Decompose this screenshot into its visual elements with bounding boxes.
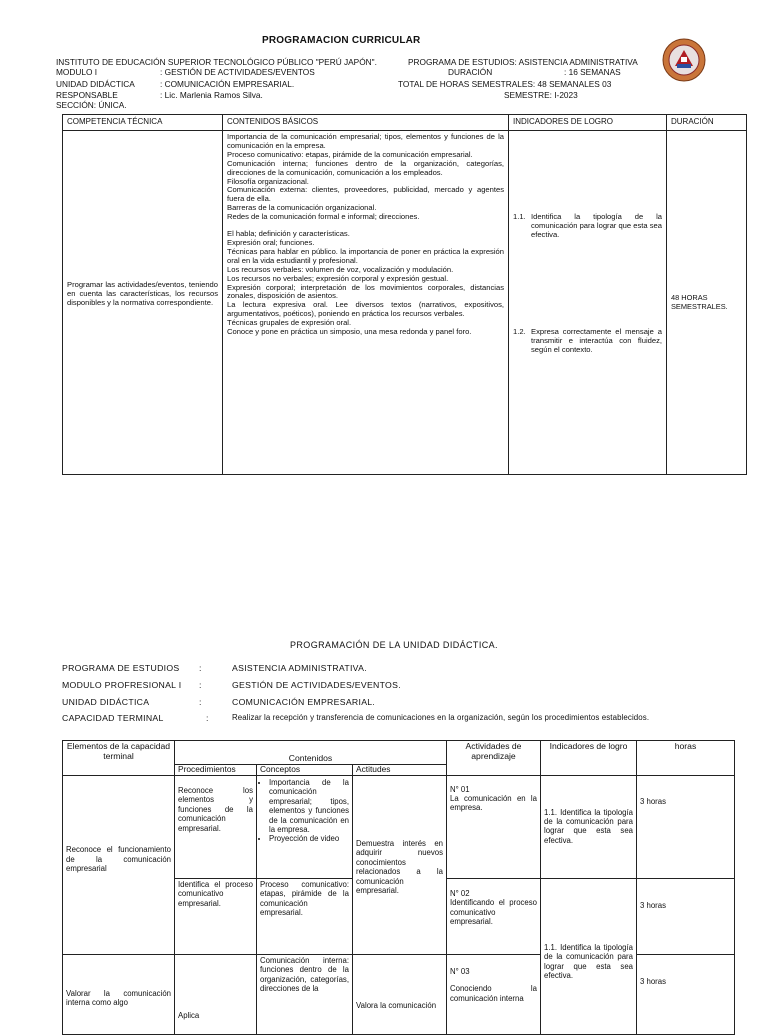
indicadores-cell bbox=[509, 131, 667, 475]
actividad-1-text: La comunicación en la empresa. bbox=[450, 793, 537, 813]
unit-row-value: COMUNICACIÓN EMPRESARIAL. bbox=[232, 697, 376, 707]
unit-row-label: UNIDAD DIDÁCTICA bbox=[62, 697, 150, 707]
header-module-value: : GESTIÓN DE ACTIVIDADES/EVENTOS bbox=[160, 67, 315, 77]
header-section: SECCIÓN: ÚNICA. bbox=[56, 100, 127, 110]
indicador-2-num: 1.2. bbox=[513, 327, 526, 336]
col-horas: horas bbox=[637, 741, 735, 776]
actividad-2-text: Identificando el proceso comunicativo empresarial. bbox=[450, 898, 537, 927]
indicador-1-num: 1.1. bbox=[513, 212, 526, 221]
competencia-cell: Programar las actividades/eventos, teniendo en cuenta las características, los recursos disponibles y la normativa correspondiente. bbox=[63, 131, 223, 475]
unit-row-value: ASISTENCIA ADMINISTRATIVA. bbox=[232, 663, 367, 673]
header-resp-value: : Lic. Marlenia Ramos Silva. bbox=[160, 90, 263, 100]
header-institute: INSTITUTO DE EDUCACIÓN SUPERIOR TECNOLÓGICO PÚBLICO "PERÚ JAPÓN". bbox=[56, 57, 377, 67]
unit-row-value: Realizar la recepción y transferencia de comunicaciones en la organización, según los procedimientos establecidos. bbox=[232, 713, 650, 722]
contenido-item: El habla; definición y características. bbox=[227, 229, 350, 239]
duracion-cell: 48 HORAS SEMESTRALES. bbox=[667, 131, 747, 475]
contenidos-cell bbox=[223, 131, 509, 475]
indicador-1-text: Identifica la tipología de la comunicación para lograr que esta sea efectiva. bbox=[531, 212, 662, 239]
contenido-item: Técnicas para hablar en público. la importancia de poner en práctica la expresión oral en la vida estudiantil y profesional. bbox=[227, 246, 504, 265]
header-semester: SEMESTRE: I-2023 bbox=[504, 90, 578, 100]
actividad-2-num: N° 02 bbox=[450, 889, 470, 898]
indicador-2 bbox=[513, 328, 662, 355]
actividad-2 bbox=[447, 879, 541, 955]
header-duration-label: DURACIÓN bbox=[448, 67, 493, 77]
actividad-3-text: Conociendo la comunicación interna bbox=[450, 984, 537, 1003]
sub-conceptos: Conceptos bbox=[257, 765, 353, 776]
elemento-1: Reconoce el funcionamiento de la comunicación empresarial bbox=[63, 765, 175, 955]
header-total-hours: TOTAL DE HORAS SEMESTRALES: 48 SEMANALES 03 bbox=[398, 79, 612, 89]
unit-row-sep: : bbox=[206, 713, 209, 723]
unit-row-label: CAPACIDAD TERMINAL bbox=[62, 713, 164, 723]
concepto-2: Proceso comunicativo: etapas, pirámide de la comunicación empresarial. bbox=[257, 879, 353, 955]
contenido-item: Expresión corporal; interpretación de los movimientos corporales, distancias zonales, disposición de asientos. bbox=[227, 282, 504, 301]
actitud-3: Valora la comunicación bbox=[353, 955, 447, 1035]
concepto-1 bbox=[257, 776, 353, 879]
contenido-item: La lectura expresiva oral. Lee diversos textos (narrativos, expositivos, argumentativos, poéticos), poniendo en práctica los recursos verbales. bbox=[227, 300, 504, 319]
col-indicadores: INDICADORES DE LOGRO bbox=[509, 115, 667, 131]
col-indicadores: Indicadores de logro bbox=[541, 741, 637, 776]
col-duracion: DURACIÓN bbox=[667, 115, 747, 131]
procedimiento-2: Identifica el proceso comunicativo empresarial. bbox=[175, 879, 257, 955]
col-elementos: Elementos de la capacidad terminal bbox=[63, 741, 175, 776]
header-resp-label: RESPONSABLE bbox=[56, 90, 118, 100]
horas-2: 3 horas bbox=[637, 879, 735, 955]
actividad-3 bbox=[447, 955, 541, 1035]
actitud-1: Demuestra interés en adquirir nuevos conocimientos relacionados a la comunicación empresarial. bbox=[353, 776, 447, 955]
contenido-item: Los recursos verbales: volumen de voz, vocalización y modulación. bbox=[227, 264, 454, 274]
institute-logo-icon bbox=[662, 38, 706, 82]
unit-row-label: PROGRAMA DE ESTUDIOS bbox=[62, 663, 180, 673]
contenido-item: Filosofía organizacional. bbox=[227, 176, 309, 186]
unit-title: PROGRAMACIÓN DE LA UNIDAD DIDÁCTICA. bbox=[290, 640, 498, 650]
contenido-item: Proceso comunicativo: etapas, pirámide de la comunicación empresarial. bbox=[227, 149, 473, 159]
col-contenidos: Contenidos bbox=[175, 741, 447, 765]
unit-row-sep: : bbox=[199, 697, 202, 707]
concepto-1-item: • Importancia de la comunicación empresarial; tipos, elementos y funciones de la comunicación en la empresa. bbox=[269, 778, 349, 834]
sub-actitudes: Actitudes bbox=[353, 765, 447, 776]
contenido-item: Técnicas grupales de expresión oral. bbox=[227, 318, 352, 328]
indicador-2-text: Expresa correctamente el mensaje a transmitir e interactúa con fluidez, según el contexto. bbox=[531, 327, 662, 354]
contenido-item: Redes de la comunicación formal e informal; direcciones. bbox=[227, 212, 420, 222]
curricular-table bbox=[62, 114, 747, 475]
header-module-label: MODULO I bbox=[56, 67, 98, 77]
indicador-1 bbox=[513, 213, 662, 240]
indicador-row-1: 1.1. Identifica la tipología de la comunicación para lograr que esta sea efectiva. bbox=[541, 765, 637, 879]
unit-row-sep: : bbox=[199, 680, 202, 690]
horas-3: 3 horas bbox=[637, 955, 735, 1035]
header-program: PROGRAMA DE ESTUDIOS: ASISTENCIA ADMINISTRATIVA bbox=[408, 57, 638, 67]
actividad-1-num: N° 01 bbox=[450, 784, 470, 794]
contenido-item: Barreras de la comunicación organizacional. bbox=[227, 203, 377, 213]
contenido-item: Comunicación externa: clientes, proveedores, publicidad, mercado y agentes fuera de ella. bbox=[227, 185, 504, 204]
col-contenidos: CONTENIDOS BÁSICOS bbox=[223, 115, 509, 131]
contenido-item: Importancia de la comunicación empresarial; tipos, elementos y funciones de la comunicación en la empresa. bbox=[227, 132, 504, 150]
header-duration-value: : 16 SEMANAS bbox=[564, 67, 621, 77]
procedimiento-1: Reconoce los elementos y funciones de la comunicación empresarial. bbox=[175, 776, 257, 879]
contenido-item: Expresión oral; funciones. bbox=[227, 237, 315, 247]
unit-row-label: MODULO PROFRESIONAL I bbox=[62, 680, 182, 690]
unit-row-sep: : bbox=[199, 663, 202, 673]
procedimiento-3: Aplica bbox=[175, 955, 257, 1035]
page-title: PROGRAMACION CURRICULAR bbox=[262, 35, 421, 46]
actividad-1 bbox=[447, 765, 541, 879]
indicador-row-2: 1.1. Identifica la tipología de la comunicación para lograr que esta sea efectiva. bbox=[541, 879, 637, 1035]
sub-procedimientos: Procedimientos bbox=[175, 765, 257, 776]
contenido-item: Los recursos no verbales; expresión corporal y expresión gestual. bbox=[227, 273, 449, 283]
unit-table-body bbox=[62, 764, 735, 1035]
contenido-item: Conoce y pone en práctica un simposio, una mesa redonda y panel foro. bbox=[227, 327, 472, 337]
actividad-3-num: N° 03 bbox=[450, 967, 470, 976]
concepto-3: Comunicación interna: funciones dentro de la organización, categorías, direcciones de la bbox=[257, 955, 353, 1035]
concepto-1-item: • Proyección de video bbox=[269, 834, 349, 843]
header-unit-label: UNIDAD DIDÁCTICA bbox=[56, 79, 135, 89]
col-competencia: COMPETENCIA TÉCNICA bbox=[63, 115, 223, 131]
horas-1: 3 horas bbox=[637, 765, 735, 879]
col-actividades: Actividades de aprendizaje bbox=[447, 741, 541, 776]
header-unit-value: : COMUNICACIÓN EMPRESARIAL. bbox=[160, 79, 295, 89]
contenido-item: Comunicación interna; funciones dentro de la organización, categorías, direcciones de la comunicación, comunicación a los empleados. bbox=[227, 158, 504, 177]
unit-row-value: GESTIÓN DE ACTIVIDADES/EVENTOS. bbox=[232, 680, 401, 690]
elemento-2: Valorar la comunicación interna como algo bbox=[63, 955, 175, 1035]
